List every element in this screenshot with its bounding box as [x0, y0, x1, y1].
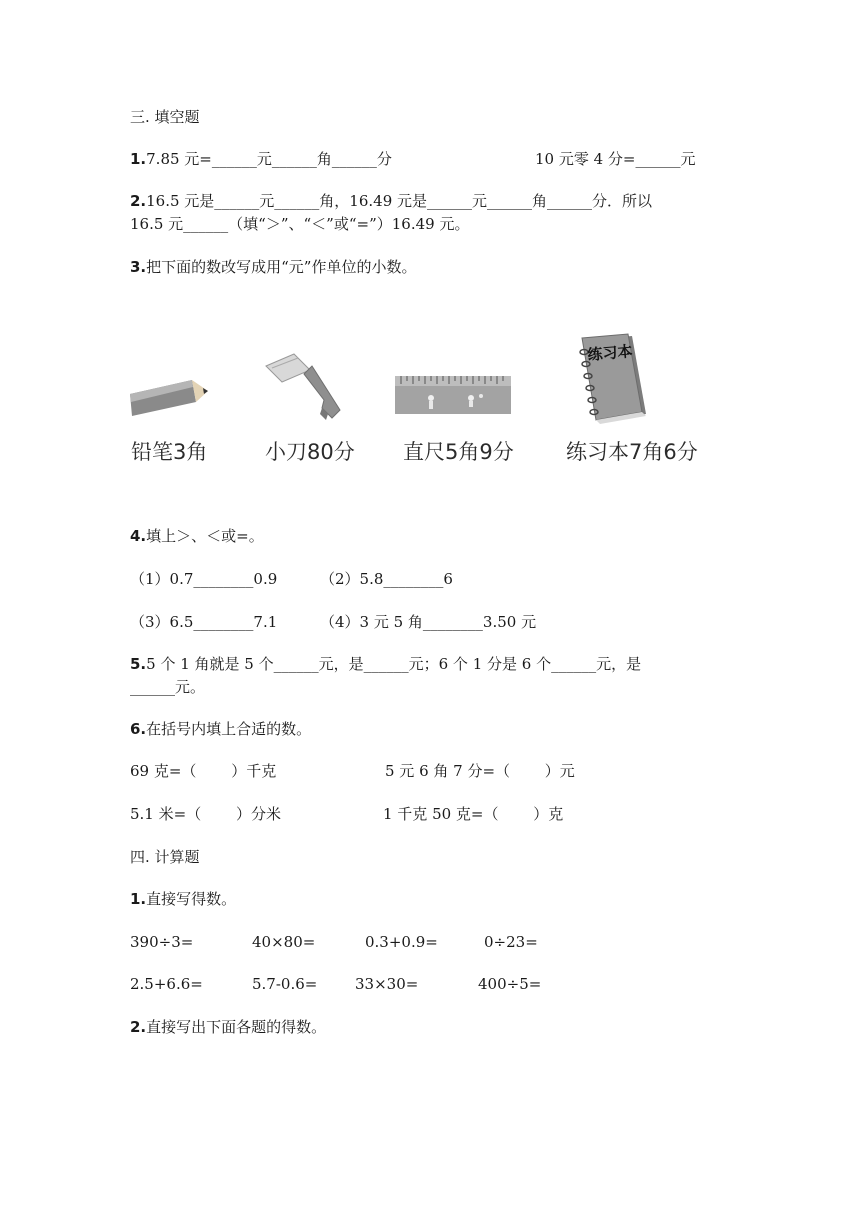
question-1-part-b-text: 10 元零 4 分=______元	[535, 150, 696, 168]
question-5-line-1: 5 个 1 角就是 5 个______元，是______元；6 个 1 分是 6 个______元，是	[146, 655, 642, 673]
question-4-part-2-text: （2）5.8________6	[320, 570, 453, 588]
question-number: 4.	[130, 527, 147, 545]
calc-question-2	[130, 1016, 326, 1038]
question-5-line-2	[130, 676, 205, 698]
calc-expression: 5.7-0.6=	[252, 975, 318, 993]
ruler-icon	[395, 376, 511, 414]
knife-icon	[264, 352, 344, 424]
calc-row-1-item-4	[484, 931, 538, 953]
calc-row-1-item-2	[252, 931, 315, 953]
question-number: 2.	[130, 1018, 147, 1036]
question-5	[130, 653, 641, 675]
item-caption-notebook	[566, 439, 698, 465]
question-4-text: 填上＞、＜或=。	[146, 527, 264, 545]
question-4-part-3	[130, 611, 277, 633]
question-4-part-1-text: （1）0.7________0.9	[130, 570, 278, 588]
pencil-icon	[128, 372, 210, 422]
item-caption-text: 铅笔3角	[131, 440, 208, 464]
calc-row-2-item-4	[478, 973, 541, 995]
item-caption-knife	[265, 439, 355, 465]
section-title-text: 四. 计算题	[130, 848, 200, 866]
question-6-part-a	[130, 760, 276, 782]
calc-expression: 0.3+0.9=	[365, 933, 438, 951]
notebook-cover-text: 练习本	[586, 342, 634, 364]
calc-row-2-item-3	[355, 973, 418, 995]
question-2-line-2	[130, 213, 469, 235]
question-4-part-1	[130, 568, 277, 590]
section-title-fill-blank	[130, 106, 200, 128]
question-1-part-b	[535, 148, 696, 170]
question-5-line-2-text: ______元。	[130, 678, 206, 696]
question-number: 6.	[130, 720, 147, 738]
question-6-part-b-text: 5 元 6 角 7 分=（ ）元	[385, 762, 575, 780]
item-caption-text: 直尺5角9分	[403, 440, 514, 464]
section-title-text: 三. 填空题	[130, 108, 200, 126]
question-1	[130, 148, 392, 170]
question-4	[130, 525, 264, 547]
question-3-text: 把下面的数改写成用“元”作单位的小数。	[146, 258, 417, 276]
question-number: 2.	[130, 192, 147, 210]
question-1-part-a: 7.85 元=______元______角______分	[146, 150, 392, 168]
question-number: 1.	[130, 890, 147, 908]
item-caption-text: 练习本7角6分	[566, 440, 698, 464]
question-number: 1.	[130, 150, 147, 168]
question-2-line-1: 16.5 元是______元______角，16.49 元是______元______角______分．所以	[146, 192, 653, 210]
question-6-part-a-text: 69 克=（ ）千克	[130, 762, 277, 780]
question-2	[130, 190, 652, 212]
question-3	[130, 256, 416, 278]
calc-question-1	[130, 888, 236, 910]
question-2-line-2-text: 16.5 元______（填“＞”、“＜”或“=”）16.49 元。	[130, 215, 470, 233]
calc-expression: 33×30=	[355, 975, 419, 993]
calc-row-1-item-1	[130, 931, 193, 953]
calc-expression: 400÷5=	[478, 975, 542, 993]
question-6	[130, 718, 311, 740]
item-caption-ruler	[403, 439, 514, 465]
calc-expression: 2.5+6.6=	[130, 975, 203, 993]
question-6-part-c-text: 5.1 米=（ ）分米	[130, 805, 281, 823]
question-number: 5.	[130, 655, 147, 673]
calc-row-1-item-3	[365, 931, 438, 953]
question-4-part-2	[320, 568, 453, 590]
question-6-part-b	[385, 760, 575, 782]
question-6-part-d	[383, 803, 563, 825]
calc-row-2-item-1	[130, 973, 203, 995]
question-4-part-4	[320, 611, 536, 633]
item-caption-pencil	[131, 439, 207, 465]
question-4-part-4-text: （4）3 元 5 角________3.50 元	[320, 613, 537, 631]
item-caption-text: 小刀80分	[265, 440, 355, 464]
calc-expression: 390÷3=	[130, 933, 194, 951]
calc-question-1-text: 直接写得数。	[146, 890, 237, 908]
section-title-calculation	[130, 846, 200, 868]
calc-expression: 0÷23=	[484, 933, 538, 951]
question-4-part-3-text: （3）6.5________7.1	[130, 613, 278, 631]
question-6-text: 在括号内填上合适的数。	[146, 720, 312, 738]
question-6-part-c	[130, 803, 281, 825]
notebook-icon	[576, 334, 648, 426]
question-number: 3.	[130, 258, 147, 276]
calc-expression: 40×80=	[252, 933, 316, 951]
calc-row-2-item-2	[252, 973, 317, 995]
calc-question-2-text: 直接写出下面各题的得数。	[146, 1018, 327, 1036]
question-6-part-d-text: 1 千克 50 克=（ ）克	[383, 805, 564, 823]
